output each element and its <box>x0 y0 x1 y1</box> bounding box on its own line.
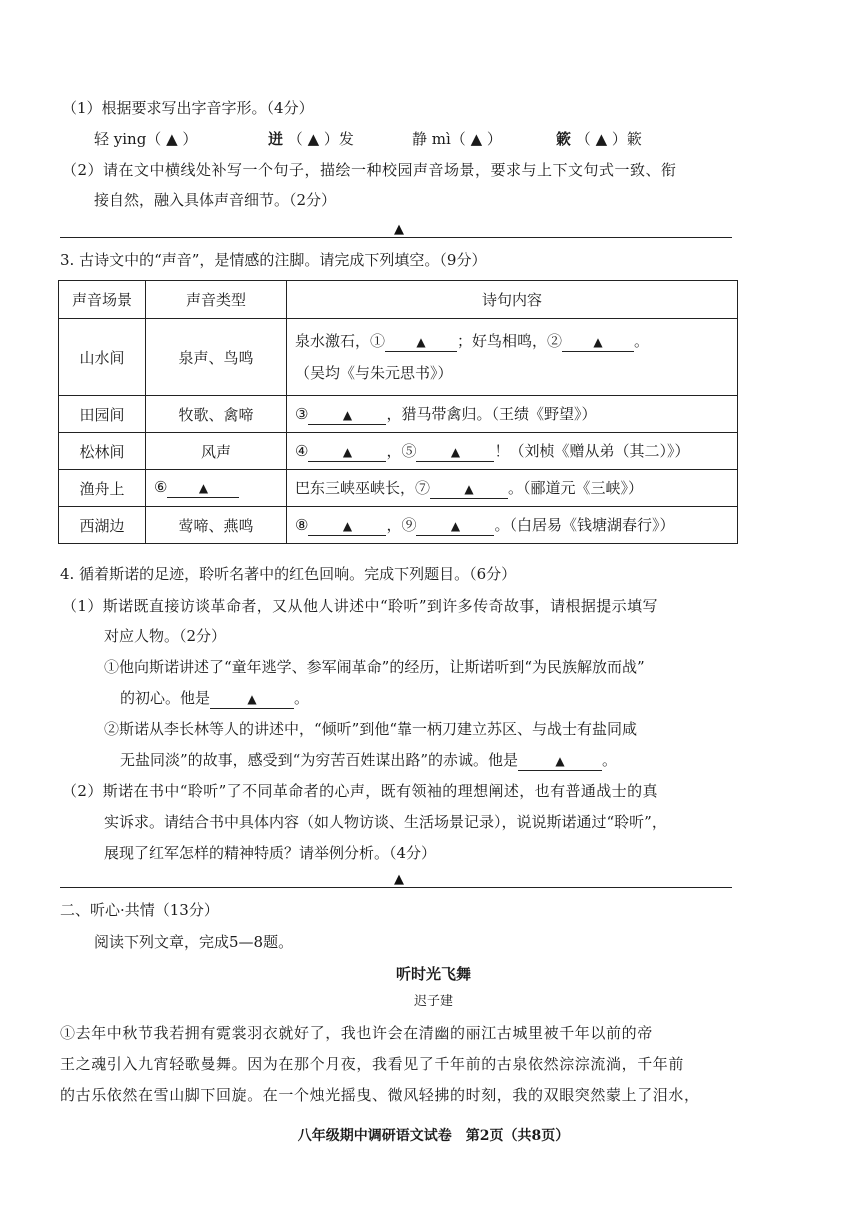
blank-field[interactable]: ▲ <box>210 690 294 709</box>
table-row: 松林间 风声 ④ ▲ ，⑤ ▲ ！（刘桢《赠从弟（其二）》） <box>59 433 738 470</box>
blank-field[interactable]: ▲ <box>562 333 634 352</box>
article-paragraph-line: ①去年中秋节我若拥有霓裳羽衣就好了，我也许会在清幽的丽江古城里被千年以前的帝 <box>60 1024 653 1042</box>
article-paragraph-line: 王之魂引入九宵轻歌曼舞。因为在那个月夜，我看见了千年前的古泉依然淙淙流淌，千年前 <box>60 1055 685 1073</box>
table-header-row <box>59 281 738 319</box>
word-item-4: 簌 （ ▲ ）簌 <box>556 130 642 148</box>
section-instruction: 阅读下列文章，完成5—8题。 <box>94 933 294 951</box>
word-item-1: 轻 ying（ ▲ ） <box>94 130 198 148</box>
poem-cell: ⑧ ▲ ，⑨ ▲ 。（白居易《钱塘湖春行》） <box>287 507 738 544</box>
answer-marker: ▲ <box>595 130 608 148</box>
q2-part2-line1: （2）请在文中横线处补写一个句子，描绘一种校园声音场景，要求与上下文句式一致、衔 <box>62 161 677 179</box>
poem-cell: ④ ▲ ，⑤ ▲ ！（刘桢《赠从弟（其二）》） <box>287 433 738 470</box>
answer-marker: ▲ <box>307 130 320 148</box>
answer-line <box>60 237 732 238</box>
page-footer: 八年级期中调研语文试卷 第2页（共8页） <box>297 1128 570 1144</box>
q2-part2-line2: 接自然，融入具体声音细节。（2分） <box>94 191 337 209</box>
blank-field[interactable]: ▲ <box>167 479 239 498</box>
poem-cell: ③ ▲ ，猎马带禽归。（王绩《野望》） <box>287 396 738 433</box>
blank-field[interactable]: ▲ <box>308 406 386 425</box>
header-scene: 声音场景 <box>59 281 146 319</box>
q3-title: 3. 古诗文中的“声音”，是情感的注脚。请完成下列填空。（9分） <box>60 251 487 269</box>
answer-marker: ▲ <box>166 130 178 148</box>
article-title: 听时光飞舞 <box>395 965 471 983</box>
table-row: 西湖边 莺啼、燕鸣 ⑧ ▲ ，⑨ ▲ 。（白居易《钱塘湖春行》） <box>59 507 738 544</box>
section-heading: 二、听心·共情（13分） <box>60 901 219 919</box>
blank-field[interactable]: ▲ <box>430 480 508 499</box>
q2-part1-text: （1）根据要求写出字音字形。（4分） <box>62 99 314 117</box>
answer-marker: ▲ <box>470 130 483 148</box>
q2-part1 <box>0 94 867 122</box>
table-row: 山水间 泉声、鸟鸣 泉水激石，① ▲ ；好鸟相鸣，② ▲ 。 （吴均《与朱元思书》） <box>59 319 738 396</box>
answer-line-marker: ▲ <box>394 222 404 237</box>
answer-line <box>60 887 732 888</box>
header-type: 声音类型 <box>146 281 287 319</box>
blank-field[interactable]: ▲ <box>385 333 457 352</box>
blank-field[interactable]: ▲ <box>416 517 494 536</box>
blank-field[interactable]: ▲ <box>518 752 602 771</box>
blank-field[interactable]: ▲ <box>416 443 494 462</box>
table-row: 渔舟上 ⑥ ▲ 巴东三峡巫峡长，⑦ ▲ 。（郦道元《三峡》） <box>59 470 738 507</box>
article-paragraph-line: 的古乐依然在雪山脚下回旋。在一个烛光摇曳、微风轻拂的时刻，我的双眼突然蒙上了泪水， <box>60 1086 700 1104</box>
word-item-2: 迸 （ ▲ ）发 <box>268 130 354 148</box>
table-row: 田园间 牧歌、禽啼 ③ ▲ ，猎马带禽归。（王绩《野望》） <box>59 396 738 433</box>
header-content: 诗句内容 <box>287 281 738 319</box>
blank-field[interactable]: ▲ <box>308 443 386 462</box>
answer-line-marker: ▲ <box>394 872 404 887</box>
blank-field[interactable]: ▲ <box>308 517 386 536</box>
poem-cell: 泉水激石，① ▲ ；好鸟相鸣，② ▲ 。 （吴均《与朱元思书》） <box>287 319 738 396</box>
poem-table <box>58 280 738 544</box>
poem-cell: 巴东三峡巫峡长，⑦ ▲ 。（郦道元《三峡》） <box>287 470 738 507</box>
q2-word-row <box>0 125 867 153</box>
q4-title: 4. 循着斯诺的足迹，聆听名著中的红色回响。完成下列题目。（6分） <box>60 565 517 583</box>
article-author: 迟子建 <box>413 994 453 1009</box>
word-item-3: 静 mì（ ▲ ） <box>412 130 502 148</box>
